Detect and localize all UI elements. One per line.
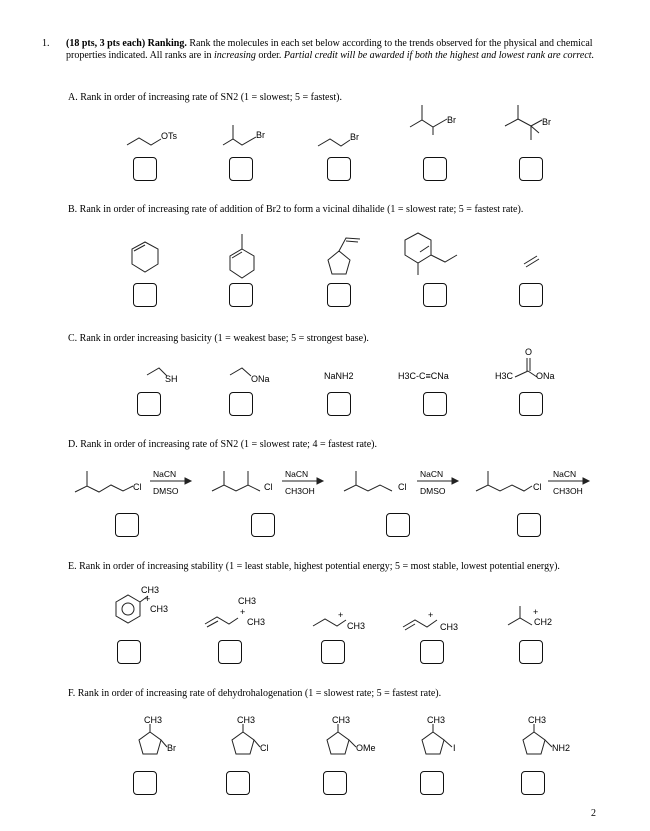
answer-box-e4[interactable] [420, 640, 444, 664]
a1-label: OTs [161, 131, 178, 141]
a5-chain [505, 119, 542, 126]
d1-chain [75, 485, 133, 492]
c5-oxygen: O [525, 347, 533, 357]
c5-label-left: H3C [495, 371, 514, 381]
answer-box-f5[interactable] [521, 771, 545, 795]
e3-label: CH3 [347, 621, 366, 631]
answer-box-c2[interactable] [229, 392, 253, 416]
b1-ring [132, 242, 158, 272]
d1-label: Cl [133, 482, 142, 492]
page-number: 2 [591, 808, 596, 819]
a2-chain [223, 137, 256, 145]
c5-bond-left [515, 371, 528, 377]
a2-label: Br [256, 130, 265, 140]
answer-box-c4[interactable] [423, 392, 447, 416]
d1-reagent-top: NaCN [153, 469, 177, 479]
f5-ring [523, 732, 545, 754]
f3-ring [327, 732, 349, 754]
answer-box-d2[interactable] [251, 513, 275, 537]
e1-charge: + [145, 594, 151, 604]
partial-credit-note: Partial credit will be awarded if both the highest and lowest rank are correct. [283, 50, 595, 61]
f4-sub: I [453, 743, 456, 753]
question-intro: Rank the molecules in each set below according to the trends observed for the physical and chemical properties indicated. All ranks are in [66, 38, 593, 61]
e2-label-b: CH3 [247, 617, 266, 627]
question-intro-italic: increasing [214, 50, 256, 61]
f1-sub: Br [167, 743, 176, 753]
d4-label: Cl [533, 482, 542, 492]
b1-double [134, 245, 145, 251]
b3-vinyl [339, 238, 360, 251]
d4-reagent-bottom: CH3OH [553, 486, 583, 496]
answer-box-c3[interactable] [327, 392, 351, 416]
f5-label: CH3 [528, 715, 547, 725]
e1-ring [116, 595, 140, 623]
answer-box-d3[interactable] [386, 513, 410, 537]
d3-reagent-bottom: DMSO [420, 486, 446, 496]
d4-arrowhead [583, 478, 589, 484]
b4-ethyl [431, 255, 457, 262]
e1-aromatic [122, 603, 134, 615]
f4-label: CH3 [427, 715, 446, 725]
e2-charge: + [240, 607, 246, 617]
question-title: Ranking. [147, 38, 187, 49]
d2-reagent-top: NaCN [285, 469, 309, 479]
d1-arrowhead [185, 478, 191, 484]
d3-chain [344, 485, 392, 491]
answer-box-e2[interactable] [218, 640, 242, 664]
answer-box-c5[interactable] [519, 392, 543, 416]
d3-arrowhead [452, 478, 458, 484]
b4-ring [405, 233, 431, 263]
answer-box-f1[interactable] [133, 771, 157, 795]
c2-chain [230, 368, 251, 376]
f5-x [545, 740, 552, 747]
a5-label: Br [542, 117, 551, 127]
answer-box-b2[interactable] [229, 283, 253, 307]
e5-label: CH2 [534, 617, 553, 627]
section-d-prompt: D. Rank in order of increasing rate of SN2 (1 = slowest rate; 4 = fastest rate). [68, 439, 377, 450]
question-intro-end: order. [258, 50, 282, 61]
f1-label: CH3 [144, 715, 163, 725]
answer-box-b5[interactable] [519, 283, 543, 307]
f3-x [349, 740, 356, 747]
e3-charge: + [338, 610, 344, 620]
answer-box-f3[interactable] [323, 771, 347, 795]
a4-chain [410, 119, 447, 127]
question-points: (18 pts, 3 pts each) [66, 38, 146, 49]
answer-box-b4[interactable] [423, 283, 447, 307]
answer-box-e1[interactable] [117, 640, 141, 664]
answer-box-c1[interactable] [137, 392, 161, 416]
answer-box-a3[interactable] [327, 157, 351, 181]
f4-x [444, 740, 452, 747]
c3-label: NaNH2 [324, 371, 354, 381]
d1-reagent-bottom: DMSO [153, 486, 179, 496]
d2-label: Cl [264, 482, 273, 492]
b2-double [232, 252, 242, 258]
answer-box-b1[interactable] [133, 283, 157, 307]
d4-reagent-top: NaCN [553, 469, 577, 479]
answer-box-a5[interactable] [519, 157, 543, 181]
f2-label: CH3 [237, 715, 256, 725]
e5-charge: + [533, 607, 539, 617]
e1-label-a: CH3 [141, 585, 160, 595]
section-f-prompt: F. Rank in order of increasing rate of dehydrohalogenation (1 = slowest rate; 5 = fastest rate). [68, 688, 442, 699]
answer-box-f4[interactable] [420, 771, 444, 795]
f2-sub: Cl [260, 743, 269, 753]
f1-ring [139, 732, 161, 754]
e2-label-a: CH3 [238, 596, 257, 606]
answer-box-d4[interactable] [517, 513, 541, 537]
section-e-prompt: E. Rank in order of increasing stability (1 = least stable, highest potential energy; 5 = most stable, lowest potential energy). [68, 561, 560, 572]
d4-chain [476, 485, 532, 491]
e4-label: CH3 [440, 622, 459, 632]
answer-box-b3[interactable] [327, 283, 351, 307]
f4-ring [422, 732, 444, 754]
a3-label: Br [350, 132, 359, 142]
section-c-prompt: C. Rank in order increasing basicity (1 = weakest base; 5 = strongest base). [68, 333, 369, 344]
e5-chain [508, 618, 532, 625]
question-number: 1. [42, 38, 50, 49]
e2-chain [205, 617, 238, 624]
a1-chain [127, 138, 161, 145]
d2-chain [212, 485, 260, 491]
answer-box-f2[interactable] [226, 771, 250, 795]
c2-label: ONa [251, 374, 270, 384]
b3-ring [328, 251, 350, 274]
d2-reagent-bottom: CH3OH [285, 486, 315, 496]
b5-c2 [524, 256, 537, 264]
e3-chain [313, 619, 346, 626]
f5-sub: NH2 [552, 743, 571, 753]
section-a-prompt: A. Rank in order of increasing rate of SN2 (1 = slowest; 5 = fastest). [68, 92, 342, 103]
d2-arrowhead [317, 478, 323, 484]
answer-box-a4[interactable] [423, 157, 447, 181]
b4-double [420, 246, 429, 252]
d3-label: Cl [398, 482, 407, 492]
answer-box-e3[interactable] [321, 640, 345, 664]
c5-label-right: ONa [536, 371, 555, 381]
d3-reagent-top: NaCN [420, 469, 444, 479]
section-b-prompt: B. Rank in order of increasing rate of addition of Br2 to form a vicinal dihalide (1 = slowest rate; 5 = fastest rate). [68, 204, 524, 215]
b3-double [346, 241, 358, 242]
answer-box-a1[interactable] [133, 157, 157, 181]
e1-label-b: CH3 [150, 604, 169, 614]
f3-label: CH3 [332, 715, 351, 725]
answer-box-e5[interactable] [519, 640, 543, 664]
a4-label: Br [447, 115, 456, 125]
c1-chain [147, 368, 167, 376]
e4-charge: + [428, 610, 434, 620]
answer-box-a2[interactable] [229, 157, 253, 181]
f2-ring [232, 732, 254, 754]
b2-ring [230, 249, 254, 278]
a5-right [531, 126, 539, 133]
answer-box-d1[interactable] [115, 513, 139, 537]
c4-label: H3C-C≡CNa [398, 371, 449, 381]
f3-sub: OMe [356, 743, 376, 753]
e4-chain [403, 620, 437, 627]
b5-c2b [526, 259, 539, 267]
a3-chain [318, 139, 350, 146]
c1-label: SH [165, 374, 178, 384]
